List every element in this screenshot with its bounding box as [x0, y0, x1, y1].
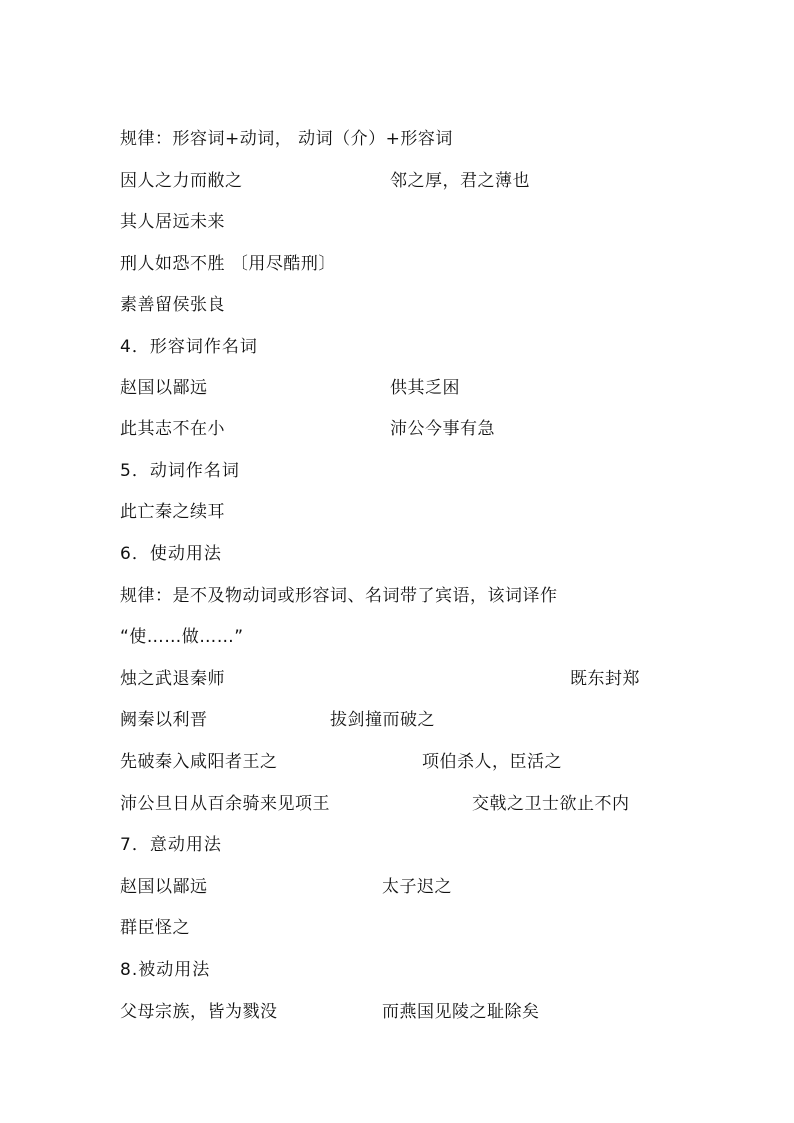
example-left: 因人之力而敝之	[120, 171, 243, 191]
section-heading-4: 4．形容词作名词	[120, 337, 258, 357]
example-left: 烛之武退秦师	[120, 669, 225, 689]
rule-text-2: 规律：是不及物动词或形容词、名词带了宾语，该词译作	[120, 586, 558, 606]
example-right: 项伯杀人，臣活之	[422, 752, 562, 772]
example-right: 沛公今事有急	[390, 419, 495, 439]
example-left: 赵国以鄙远	[120, 378, 208, 398]
example-left: 赵国以鄙远	[120, 877, 208, 897]
rule-text-3: “使……做……”	[120, 627, 244, 647]
example-right: 交戟之卫士欲止不内	[472, 794, 630, 814]
example-line: 群臣怪之	[120, 918, 190, 938]
example-left: 父母宗族，皆为戮没	[120, 1002, 278, 1022]
example-left: 阙秦以利晋	[120, 710, 208, 730]
section-heading-7: 7．意动用法	[120, 835, 222, 855]
example-right: 既东封郑	[570, 669, 640, 689]
example-right: 太子迟之	[382, 877, 452, 897]
example-line: 素善留侯张良	[120, 295, 225, 315]
example-left: 先破秦入咸阳者王之	[120, 752, 278, 772]
example-right: 邻之厚，君之薄也	[390, 171, 530, 191]
rule-text-1: 规律：形容词+动词， 动词（介）+形容词	[120, 129, 453, 149]
example-right: 供其乏困	[390, 378, 460, 398]
example-right: 而燕国见陵之耻除矣	[382, 1002, 540, 1022]
section-heading-8: 8.被动用法	[120, 960, 211, 980]
section-heading-6: 6．使动用法	[120, 544, 222, 564]
example-line: 刑人如恐不胜 〔用尽酷刑〕	[120, 254, 336, 274]
example-right: 拔剑撞而破之	[330, 710, 435, 730]
section-heading-5: 5．动词作名词	[120, 461, 240, 481]
example-line: 此亡秦之续耳	[120, 502, 225, 522]
example-left: 此其志不在小	[120, 419, 225, 439]
example-line: 其人居远未来	[120, 212, 225, 232]
example-left: 沛公旦日从百余骑来见项王	[120, 794, 330, 814]
